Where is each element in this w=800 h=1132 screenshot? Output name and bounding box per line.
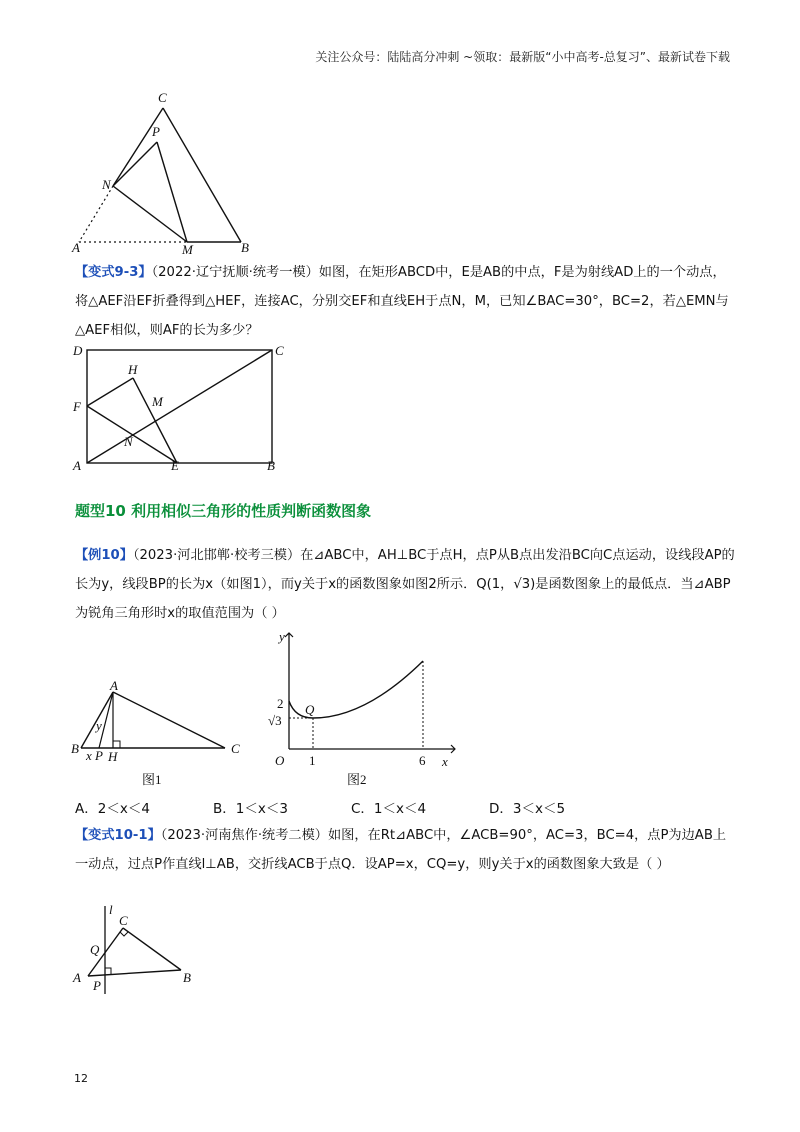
label-m: M [152,394,163,409]
figure-triangle-abc [65,680,255,790]
label-b: B [71,741,79,756]
caption-fig2: 图2 [347,772,367,787]
figure-right-triangle [65,898,215,998]
label-b: B [183,970,191,985]
variant-10-1-text [75,821,735,879]
axis-label-x: x [442,754,448,769]
label-n: N [124,434,133,449]
label-m: M [182,242,193,255]
tick-6: 6 [419,753,426,768]
choice-c[interactable]: C．1＜x＜4 [351,801,427,817]
label-p: P [95,748,103,763]
label-p: P [152,124,160,139]
page-number: 12 [74,1072,88,1085]
variant-9-3-tag: 【变式9-3】 [75,265,152,280]
label-o: O [275,753,285,768]
tick-1: 1 [309,753,316,768]
choice-d[interactable]: D．3＜x＜5 [489,801,566,817]
figure-function-graph [265,625,465,790]
variant-10-1-tag: 【变式10-1】 [75,828,161,843]
example-10-body: （2023·河北邯郸·校考三模）在⊿ABC中，AH⊥BC于点H，点P从B点出发沿BC向C点运动，设线段AP的长为y，线段BP的长为x（如图1），而y关于x的函数图象如图2所示．Q(1，√3)是函数图象上的最低点．当⊿ABP为锐角三角形时x的取值范围为（ ） [75,548,735,621]
figure-rectangle [65,338,295,478]
axis-label-y: y [279,629,285,644]
label-x: x [86,748,92,763]
tick-2: 2 [277,696,284,711]
label-c: C [231,741,240,756]
label-p: P [93,978,101,993]
label-a: A [110,680,118,693]
label-c: C [119,913,128,928]
choice-a[interactable]: A．2＜x＜4 [75,801,150,817]
label-b: B [267,458,275,473]
variant-10-1-body: （2023·河南焦作·统考二模）如图，在Rt⊿ABC中，∠ACB=90°，AC=3，BC=4，点P为边AB上一动点，过点P作直线l⊥AB，交折线ACB于点Q．设AP=x，CQ=y，则y关于x的函数图象大致是（ ） [75,828,727,872]
label-q: Q [305,702,315,717]
label-c: C [275,343,284,358]
label-a: A [73,970,81,985]
label-h: H [108,749,118,764]
label-n: N [102,177,111,192]
choice-b[interactable]: B．1＜x＜3 [213,801,288,817]
example-10-text [75,541,735,628]
page-header: 关注公众号：陆陆高分冲刺 ~领取：最新版“小中高考-总复习”、最新试卷下载 [315,50,730,64]
label-f: F [73,399,81,414]
variant-9-3-text [75,258,735,345]
label-y: y [96,718,102,733]
caption-fig1: 图1 [142,772,162,787]
tick-sqrt3: √3 [268,713,282,728]
figure-triangle-fold [65,90,265,255]
label-d: D [73,343,83,358]
variant-9-3-body: （2022·辽宁抚顺·统考一模）如图，在矩形ABCD中，E是AB的中点，F是为射线AD上的一个动点，将△AEF沿EF折叠得到△HEF，连接AC，分别交EF和直线EH于点N，M，已知∠BAC=30°，BC=2，若△EMN与△AEF相似，则AF的长为多少？ [75,265,729,338]
section-title: 题型10 利用相似三角形的性质判断函数图象 [75,502,372,520]
label-l: l [109,902,113,917]
label-e: E [171,458,179,473]
label-c: C [158,90,167,105]
label-q: Q [90,942,100,957]
label-b: B [241,240,249,255]
label-a: A [72,240,80,255]
example-10-tag: 【例10】 [75,548,133,563]
label-h: H [128,362,138,377]
label-a: A [73,458,81,473]
